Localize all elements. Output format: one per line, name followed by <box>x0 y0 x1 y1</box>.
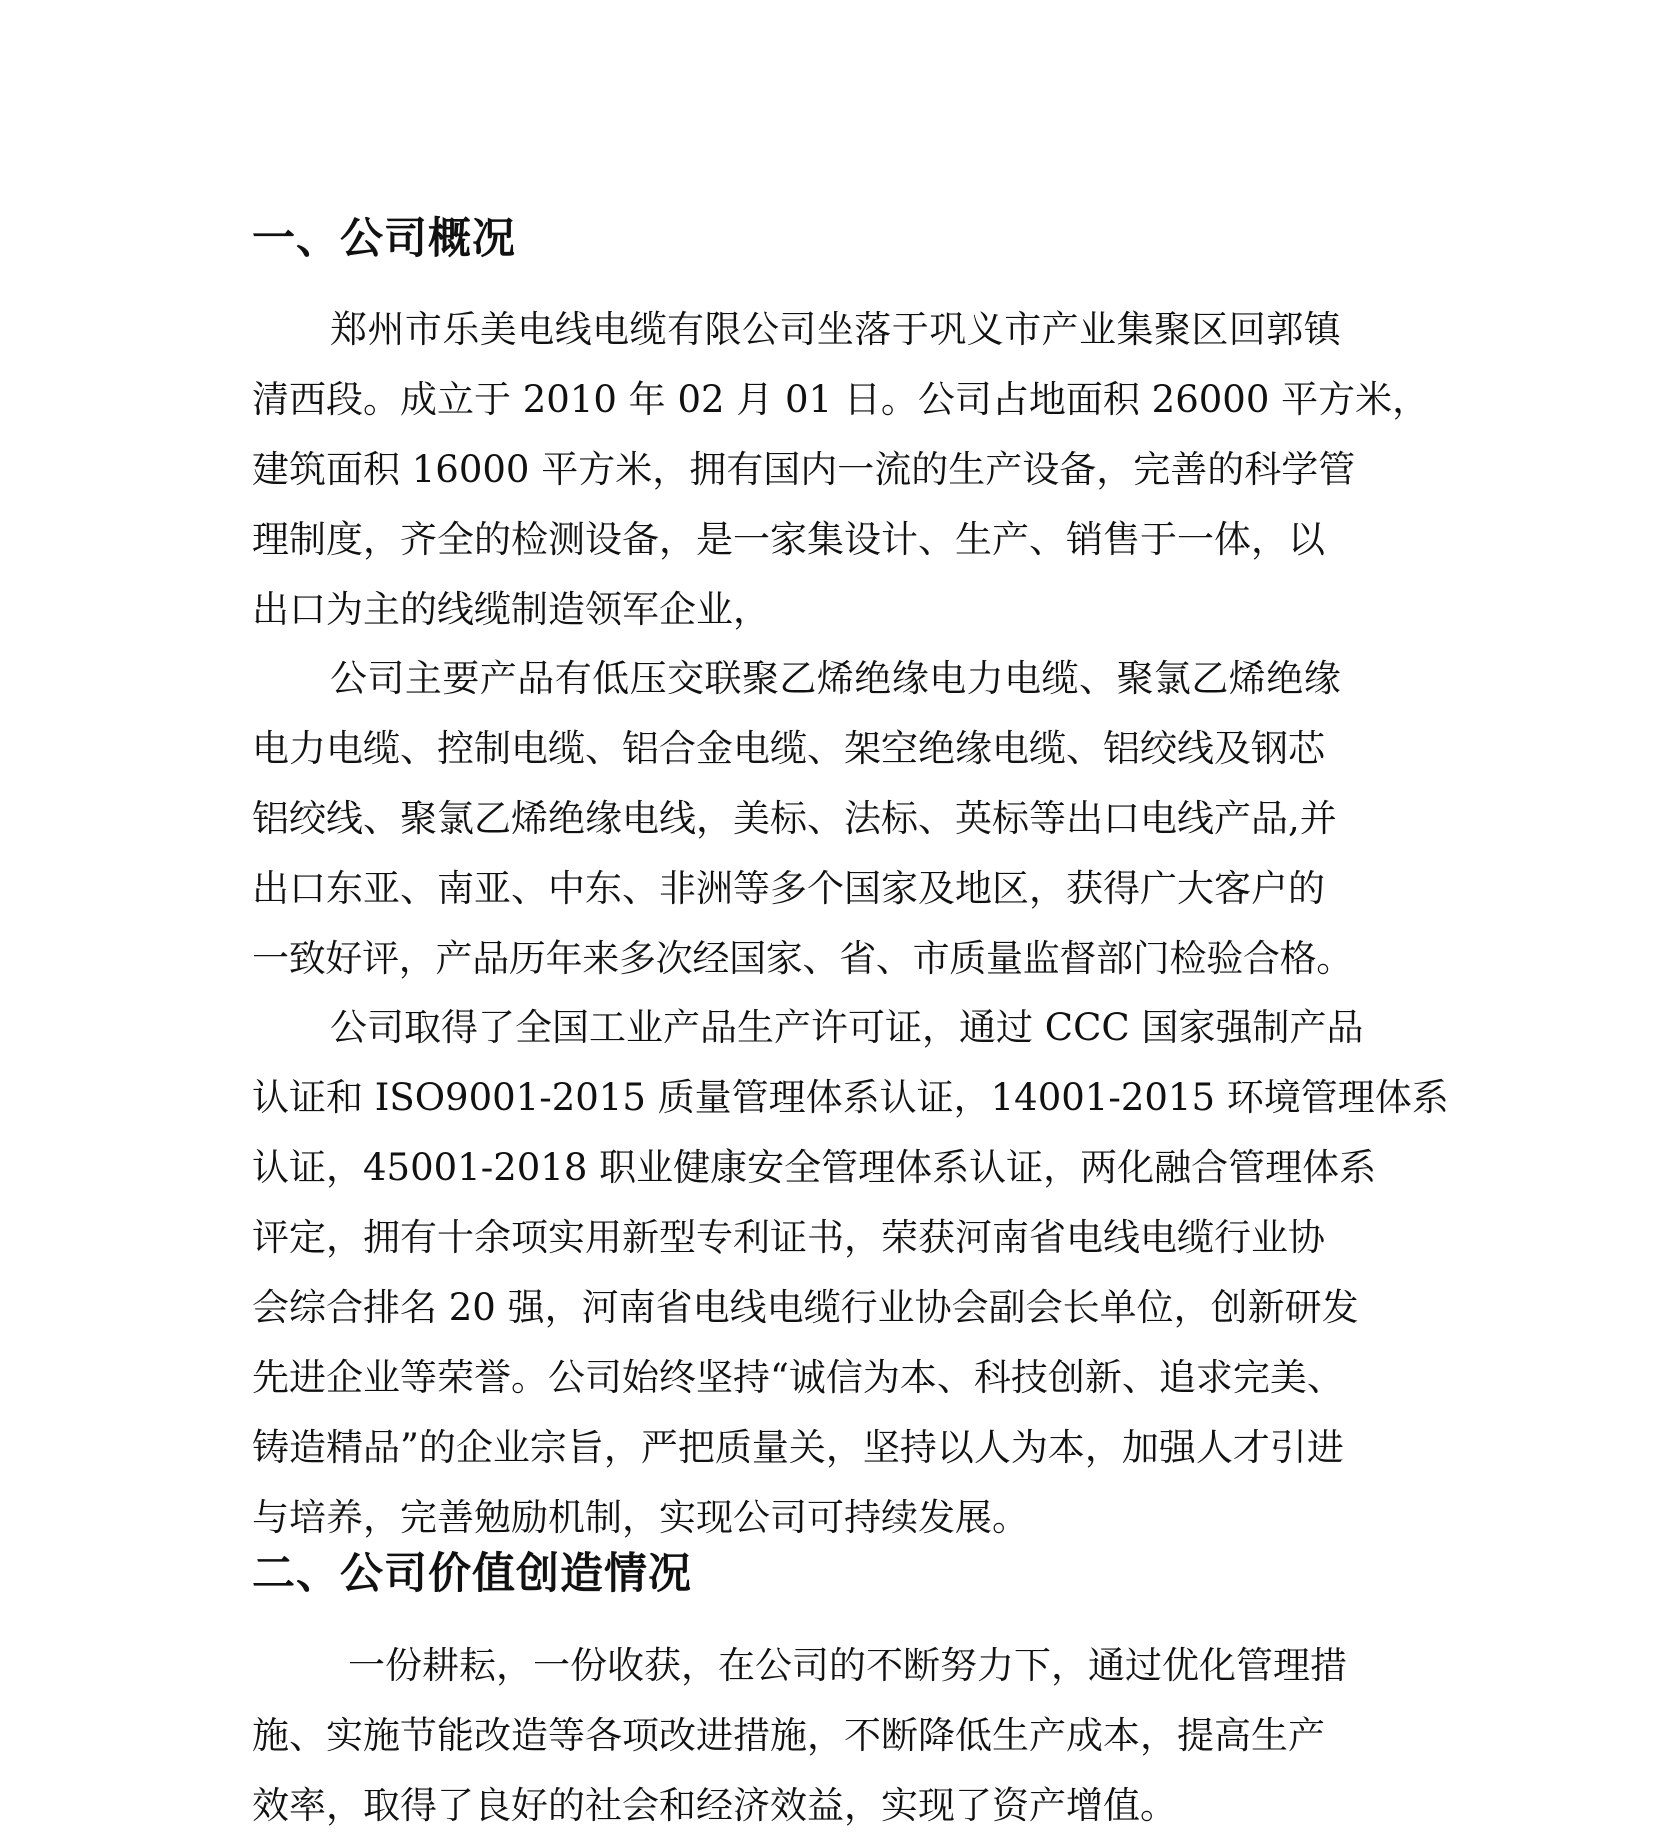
text-line: 出口为主的线缆制造领军企业， <box>252 588 770 631</box>
text-line: 清西段。成立于 2010 年 02 月 01 日。公司占地面积 26000 平方米， <box>252 378 1430 421</box>
text-line: 郑州市乐美电线电缆有限公司坐落于巩义市产业集聚区回郭镇 <box>330 308 1342 351</box>
text-line: 评定，拥有十余项实用新型专利证书，荣获河南省电线电缆行业协 <box>252 1216 1325 1259</box>
text-line: 一份耕耘，一份收获，在公司的不断努力下，通过优化管理措 <box>348 1644 1347 1687</box>
text-line: 会综合排名 20 强，河南省电线电缆行业协会副会长单位，创新研发 <box>252 1286 1359 1329</box>
text-line: 与培养，完善勉励机制，实现公司可持续发展。 <box>252 1496 1029 1539</box>
text-line: 出口东亚、南亚、中东、非洲等多个国家及地区，获得广大客户的 <box>252 867 1325 910</box>
text-line: 一致好评，产品历年来多次经国家、省、市质量监督部门检验合格。 <box>252 937 1353 980</box>
text-line: 认证和 ISO9001-2015 质量管理体系认证，14001-2015 环境管理体系 <box>252 1076 1449 1119</box>
text-line: 认证，45001-2018 职业健康安全管理体系认证，两化融合管理体系 <box>252 1146 1377 1189</box>
text-line: 电力电缆、控制电缆、铝合金电缆、架空绝缘电缆、铝绞线及钢芯 <box>252 727 1325 770</box>
text-line: 铝绞线、聚氯乙烯绝缘电线，美标、法标、英标等出口电线产品,并 <box>252 797 1337 840</box>
text-line: 铸造精品”的企业宗旨，严把质量关，坚持以人为本，加强人才引进 <box>252 1426 1344 1469</box>
text-line: 先进企业等荣誉。公司始终坚持“诚信为本、科技创新、追求完美、 <box>252 1356 1344 1399</box>
text-line: 公司主要产品有低压交联聚乙烯绝缘电力电缆、聚氯乙烯绝缘 <box>330 657 1342 700</box>
section-heading-value-creation: 二、公司价值创造情况 <box>252 1549 692 1599</box>
text-line: 施、实施节能改造等各项改进措施，不断降低生产成本，提高生产 <box>252 1714 1325 1757</box>
text-line: 建筑面积 16000 平方米，拥有国内一流的生产设备，完善的科学管 <box>252 448 1356 491</box>
section-heading-company-overview: 一、公司概况 <box>252 214 516 264</box>
text-line: 理制度，齐全的检测设备，是一家集设计、生产、销售于一体，以 <box>252 518 1325 561</box>
text-line: 公司取得了全国工业产品生产许可证，通过 CCC 国家强制产品 <box>330 1006 1364 1049</box>
text-line: 效率，取得了良好的社会和经济效益，实现了资产增值。 <box>252 1784 1177 1827</box>
